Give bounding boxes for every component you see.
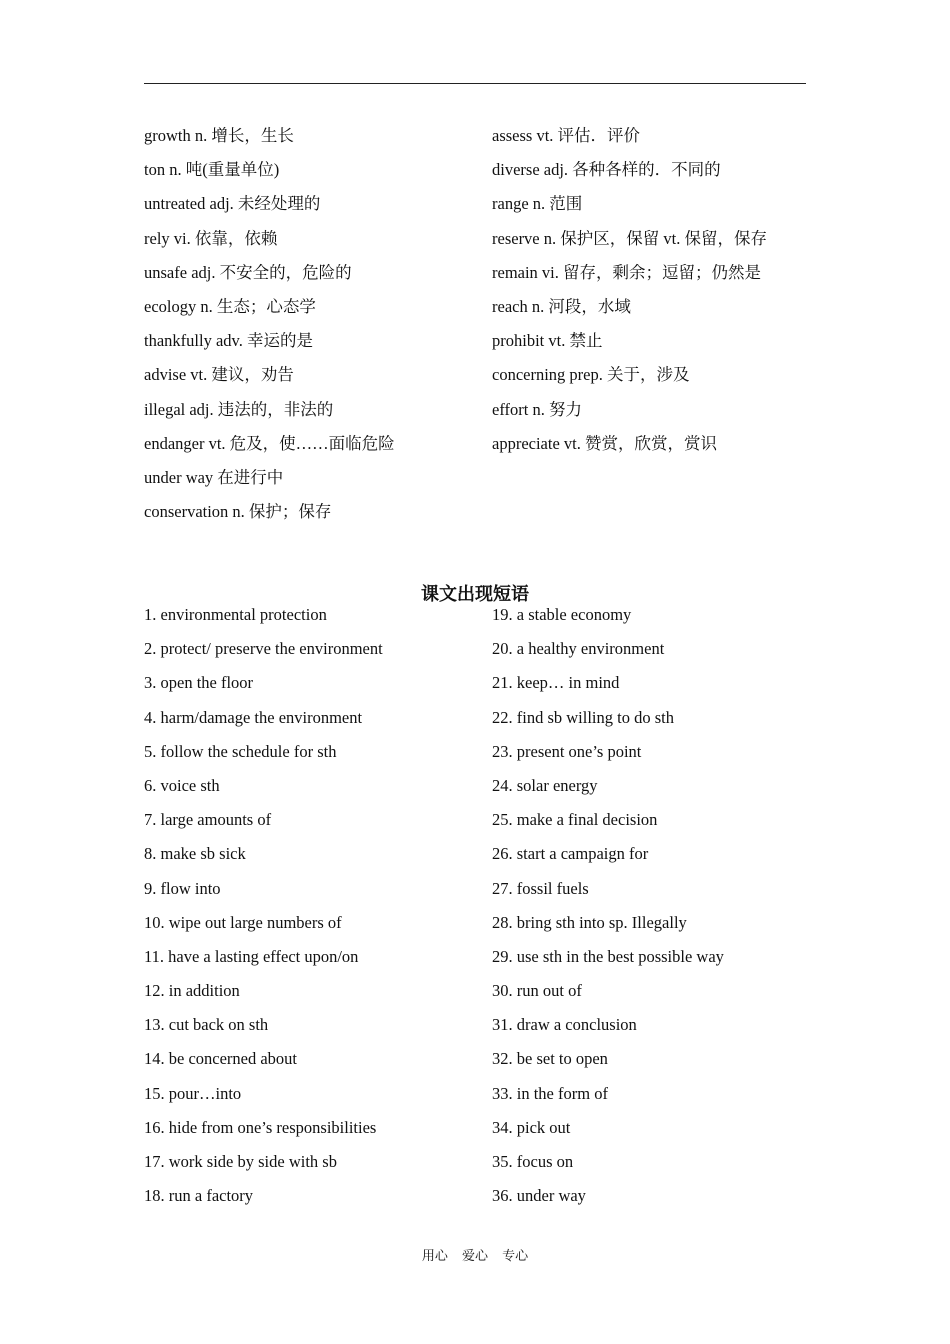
phrase-item: 14. be concerned about <box>144 1049 298 1069</box>
phrase-item: 4. harm/damage the environment <box>144 707 363 727</box>
page-footer: 用心 爱心 专心 <box>421 1249 529 1264</box>
phrase-item: 20. a healthy environment <box>492 639 665 659</box>
phrase-item: 17. work side by side with sb <box>144 1152 337 1171</box>
vocabulary-list-left <box>144 119 484 529</box>
vocab-item: endanger vt. 危及，使……面临危险 <box>144 433 395 453</box>
vocab-item: assess vt. 评估．评价 <box>492 126 641 145</box>
vocab-item: reserve n. 保护区，保留 vt. 保留，保存 <box>492 228 767 248</box>
phrase-item: 21. keep… in mind <box>492 673 620 693</box>
phrase-item: 16. hide from one’s responsibilities <box>144 1117 377 1137</box>
header-rule <box>144 83 806 84</box>
phrase-item: 22. find sb willing to do sth <box>492 707 674 727</box>
vocab-item: range n. 范围 <box>492 194 583 214</box>
vocab-item: concerning prep. 关于，涉及 <box>492 365 690 385</box>
vocab-item: growth n. 增长，生长 <box>144 126 294 145</box>
vocab-item: illegal adj. 违法的，非法的 <box>144 399 334 419</box>
phrase-item: 7. large amounts of <box>144 810 272 830</box>
phrases-section-title: 课文出现短语 <box>421 583 529 605</box>
vocab-item: advise vt. 建议，劝告 <box>144 365 294 385</box>
vocab-item: unsafe adj. 不安全的，危险的 <box>144 262 352 282</box>
phrase-item: 31. draw a conclusion <box>492 1015 637 1035</box>
phrase-item: 18. run a factory <box>144 1186 254 1206</box>
phrase-item: 35. focus on <box>492 1152 574 1171</box>
phrase-item: 36. under way <box>492 1186 586 1206</box>
vocab-item: remain vi. 留存，剩余；逗留；仍然是 <box>492 262 762 282</box>
vocab-item: ton n. 吨(重量单位) <box>144 160 280 180</box>
phrase-item: 10. wipe out large numbers of <box>144 912 342 932</box>
phrase-item: 15. pour…into <box>144 1083 242 1103</box>
phrase-item: 28. bring sth into sp. Illegally <box>492 912 687 932</box>
phrase-item: 27. fossil fuels <box>492 878 589 898</box>
phrase-item: 2. protect/ preserve the environment <box>144 639 383 659</box>
vocab-item: reach n. 河段，水域 <box>492 296 631 316</box>
phrase-item: 34. pick out <box>492 1117 571 1137</box>
phrase-list-left <box>144 598 484 1213</box>
vocab-item: rely vi. 依靠，依赖 <box>144 228 278 248</box>
phrase-item: 13. cut back on sth <box>144 1015 269 1035</box>
phrase-item: 6. voice sth <box>144 775 220 795</box>
vocab-item: untreated adj. 未经处理的 <box>144 194 321 214</box>
phrase-item: 30. run out of <box>492 981 582 1001</box>
phrase-item: 32. be set to open <box>492 1049 608 1069</box>
phrase-item: 1. environmental protection <box>144 605 327 624</box>
phrase-item: 5. follow the schedule for sth <box>144 741 337 761</box>
phrase-list-right <box>492 598 822 1213</box>
phrase-item: 29. use sth in the best possible way <box>492 946 724 966</box>
vocab-item: prohibit vt. 禁止 <box>492 331 603 351</box>
phrase-item: 23. present one’s point <box>492 741 642 761</box>
vocab-item: conservation n. 保护；保存 <box>144 502 332 522</box>
phrase-item: 25. make a final decision <box>492 810 658 830</box>
vocabulary-list-right <box>492 119 822 461</box>
vocab-item: under way 在进行中 <box>144 467 284 487</box>
vocab-item: effort n. 努力 <box>492 399 582 419</box>
phrase-item: 8. make sb sick <box>144 844 246 864</box>
phrase-item: 33. in the form of <box>492 1083 608 1103</box>
phrase-item: 24. solar energy <box>492 775 598 795</box>
vocab-item: thankfully adv. 幸运的是 <box>144 331 313 351</box>
vocab-item: diverse adj. 各种各样的．不同的 <box>492 160 721 180</box>
vocab-item: appreciate vt. 赞赏，欣赏，赏识 <box>492 433 717 453</box>
phrase-item: 9. flow into <box>144 878 221 898</box>
phrase-item: 26. start a campaign for <box>492 844 649 864</box>
phrase-item: 11. have a lasting effect upon/on <box>144 946 359 966</box>
phrase-item: 19. a stable economy <box>492 605 632 624</box>
phrase-item: 12. in addition <box>144 981 240 1001</box>
vocab-item: ecology n. 生态；心态学 <box>144 296 316 316</box>
phrase-item: 3. open the floor <box>144 673 254 693</box>
